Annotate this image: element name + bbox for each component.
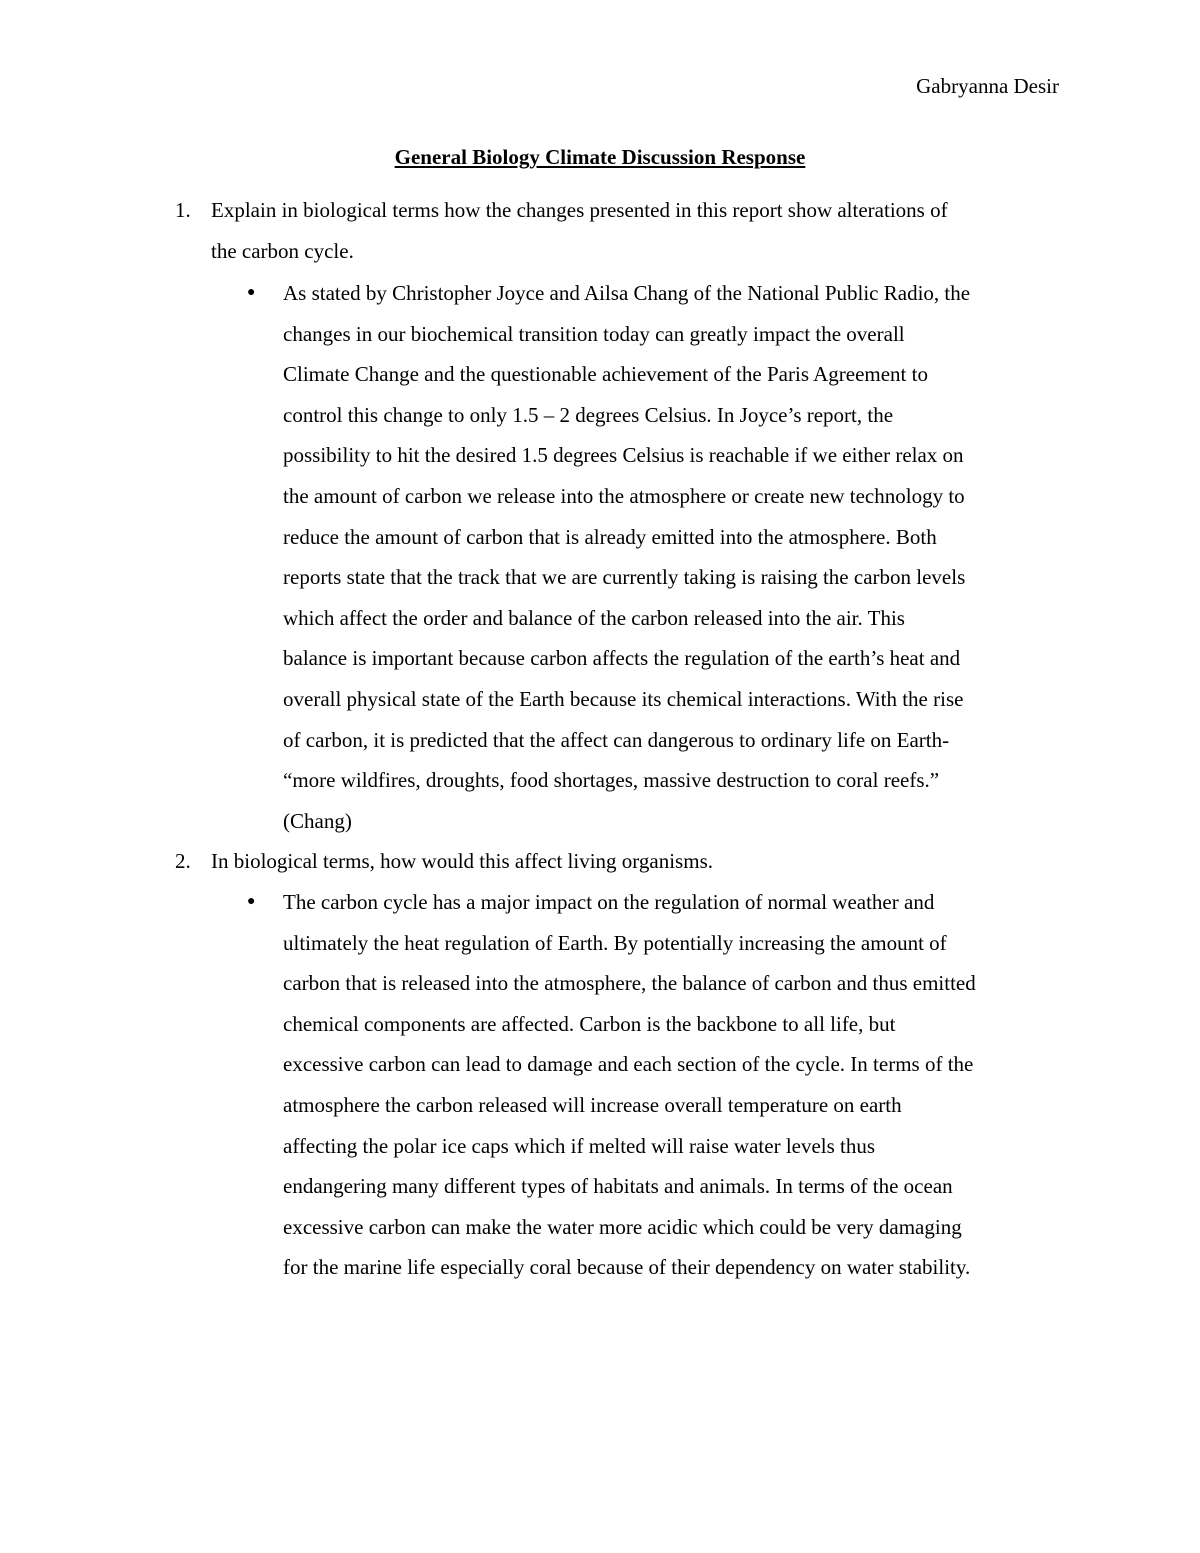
answer-line: carbon that is released into the atmosphere, the balance of carbon and thus emitted [283, 971, 976, 996]
answer-line: control this change to only 1.5 – 2 degrees Celsius. In Joyce’s report, the [283, 402, 894, 427]
bullet-icon: ● [247, 894, 256, 909]
answer-line: the amount of carbon we release into the atmosphere or create new technology to [283, 483, 965, 508]
answer-line: reports state that the track that we are currently taking is raising the carbon levels [283, 565, 966, 590]
answer-line: excessive carbon can lead to damage and each section of the cycle. In terms of the [283, 1052, 974, 1077]
author-name: Gabryanna Desir [916, 74, 1059, 98]
question-text [211, 190, 1071, 271]
answer-line: excessive carbon can make the water more acidic which could be very damaging [283, 1214, 962, 1239]
question-line: In biological terms, how would this affect living organisms. [211, 849, 713, 873]
answer-line: reduce the amount of carbon that is already emitted into the atmosphere. Both [283, 524, 937, 549]
answer-line: which affect the order and balance of the carbon released into the air. This [283, 605, 905, 630]
answer-line: The carbon cycle has a major impact on the regulation of normal weather and [283, 890, 935, 914]
question-number: 1. [175, 198, 191, 222]
answer-line: atmosphere the carbon released will increase overall temperature on earth [283, 1092, 902, 1117]
answer-text [283, 882, 1073, 1288]
question-line: Explain in biological terms how the changes presented in this report show alterations of [211, 198, 948, 222]
answer-line: affecting the polar ice caps which if melted will raise water levels thus [283, 1133, 876, 1158]
answer-line: (Chang) [283, 808, 352, 833]
answer-line: Climate Change and the questionable achievement of the Paris Agreement to [283, 362, 928, 387]
question-number: 2. [175, 849, 191, 873]
document-title: General Biology Climate Discussion Response [394, 145, 806, 169]
answer-text [283, 273, 1073, 841]
answer-line: possibility to hit the desired 1.5 degrees Celsius is reachable if we either relax on [283, 443, 964, 468]
answer-line: “more wildfires, droughts, food shortages, massive destruction to coral reefs.” [283, 768, 940, 793]
answer-line: balance is important because carbon affects the regulation of the earth’s heat and [283, 646, 961, 671]
answer-line: endangering many different types of habitats and animals. In terms of the ocean [283, 1174, 953, 1199]
answer-line: for the marine life especially coral because of their dependency on water stability. [283, 1255, 971, 1280]
bullet-icon: ● [247, 285, 256, 300]
answer-line: ultimately the heat regulation of Earth. By potentially increasing the amount of [283, 930, 947, 955]
question-line: the carbon cycle. [211, 238, 354, 263]
answer-line: overall physical state of the Earth because its chemical interactions. With the rise [283, 686, 964, 711]
answer-line: of carbon, it is predicted that the affect can dangerous to ordinary life on Earth- [283, 727, 950, 752]
answer-line: chemical components are affected. Carbon is the backbone to all life, but [283, 1011, 896, 1036]
answer-line: changes in our biochemical transition today can greatly impact the overall [283, 321, 905, 346]
question-text [211, 841, 1071, 882]
answer-line: As stated by Christopher Joyce and Ailsa Chang of the National Public Radio, the [283, 281, 971, 305]
